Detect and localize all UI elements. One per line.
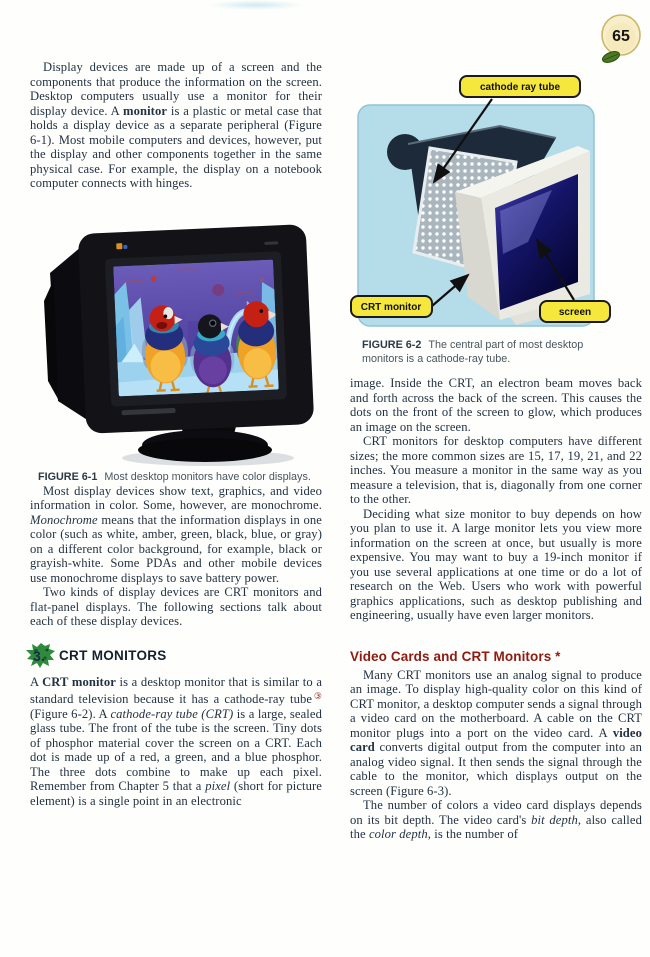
svg-text:CRT monitor: CRT monitor (360, 302, 422, 313)
paragraph-analog-signal: Many CRT monitors use an analog signal to produce an image. To display high-quality color on this kind of CRT monitor, a desktop computer sends a signal through a video card on the motherboard. A cable on the CRT monitor plugs into a port on the video card. A video card converts digital output from the computer into an analog video signal. It then sends the signal through the cable to the monitor, which displays output on the screen (Figure 6-3). (350, 667, 642, 798)
subheading-video-cards: Video Cards and CRT Monitors * (350, 648, 561, 664)
paragraph-electron-beam: image. Inside the CRT, an electron beam moves back and forth across the back of the screen. This causes the dots on the front of the screen to glow, which produces an image on the screen. (350, 376, 642, 434)
section-number: 3. (33, 647, 46, 664)
callout-screen (540, 301, 610, 322)
section-title: CRT MONITORS (59, 647, 167, 663)
page-number: 65 (612, 28, 630, 45)
scan-smudge (208, 0, 304, 10)
section-heading-crt-monitors (26, 642, 322, 669)
paragraph-deciding-size: Deciding what size monitor to buy depends on how you plan to use it. A large monitor lets you view more information on the screen at once, but usually is more expensive. You may want to buy a 19-inch monitor if you use several applications at one time or do a lot of research on the Web. Users who work with powerful graphics applications, such as desktop publishing and engineering, usually have even larger monitors. (350, 506, 642, 622)
paragraph-monochrome: Most display devices show text, graphics, and video information in color. Some, however, are monochrome. Monochrome means that the information displays in one color (such as white, amber, green, black, blue, or gray) on a different color background, for example, black or grayish-white. Some PDAs and other mobile devices use monochrome displays to save battery power. (30, 483, 322, 585)
page-badge-graphic (597, 14, 643, 66)
paragraph-bit-depth: The number of colors a video card displays depends on its bit depth. The video card's bit depth, also called the color depth, is the number of (350, 798, 642, 841)
paragraph-two-kinds: Two kinds of display devices are CRT monitors and flat-panel displays. The following sections talk about each of these display devices. (30, 585, 322, 628)
figure-6-2-crt-diagram (350, 70, 642, 332)
page-number-badge (597, 14, 643, 66)
paragraph-monitor-sizes: CRT monitors for desktop computers have different sizes; the more common sizes are 15, 17, 19, 21, and 22 inches. You measure a monitor in the same way as you measure a television, that is, diagonally from one corner to the other. (350, 434, 642, 506)
figure-6-2-label: FIGURE 6-2 (362, 339, 422, 351)
figure-6-1-caption (38, 470, 322, 484)
svg-text:cathode ray tube: cathode ray tube (479, 82, 561, 93)
figure-6-1-monitor-photo (30, 209, 322, 467)
figure-6-2-caption-text: The central part of most desktop monitors is a cathode-ray tube. (362, 339, 584, 365)
callout-crt-monitor (351, 296, 432, 317)
figure-6-2-caption (362, 338, 624, 366)
monitor-logo (116, 243, 122, 249)
section-number-splat-icon (26, 642, 56, 669)
figure-6-1-label: FIGURE 6-1 (38, 470, 98, 483)
callout-cathode-ray-tube (460, 76, 580, 97)
right-column (350, 60, 642, 842)
screen-artwork (113, 259, 281, 399)
paragraph-display-devices: Display devices are made up of a screen and the components that produce the information on the screen. Desktop computers usually use a monitor for their display device. A monitor is a plastic or metal case that holds a display device as a separate peripheral (Figure 6-1). Most mobile computers and devices, however, put the display and other components together in the same physical case. For example, the display on a notebook computer connects with hinges. (30, 60, 323, 190)
figure-6-1-caption-text: Most desktop monitors have color displays. (104, 470, 311, 483)
left-column (30, 60, 322, 808)
paragraph-crt-monitor-def: A CRT monitor is a desktop monitor that is similar to a standard television because it has a cathode-ray tube③ (Figure 6-2). A cathode-ray tube (CRT) is a large, sealed glass tube. The front of the tube is the screen. Tiny dots of phosphor material cover the screen on a CRT. Each dot is made up of a red, a green, and a blue phosphor. The three dots combine to make up each pixel. Remember from Chapter 5 that a pixel (short for picture element) is a single point in an electronic (30, 674, 323, 808)
svg-text:screen: screen (558, 307, 592, 318)
